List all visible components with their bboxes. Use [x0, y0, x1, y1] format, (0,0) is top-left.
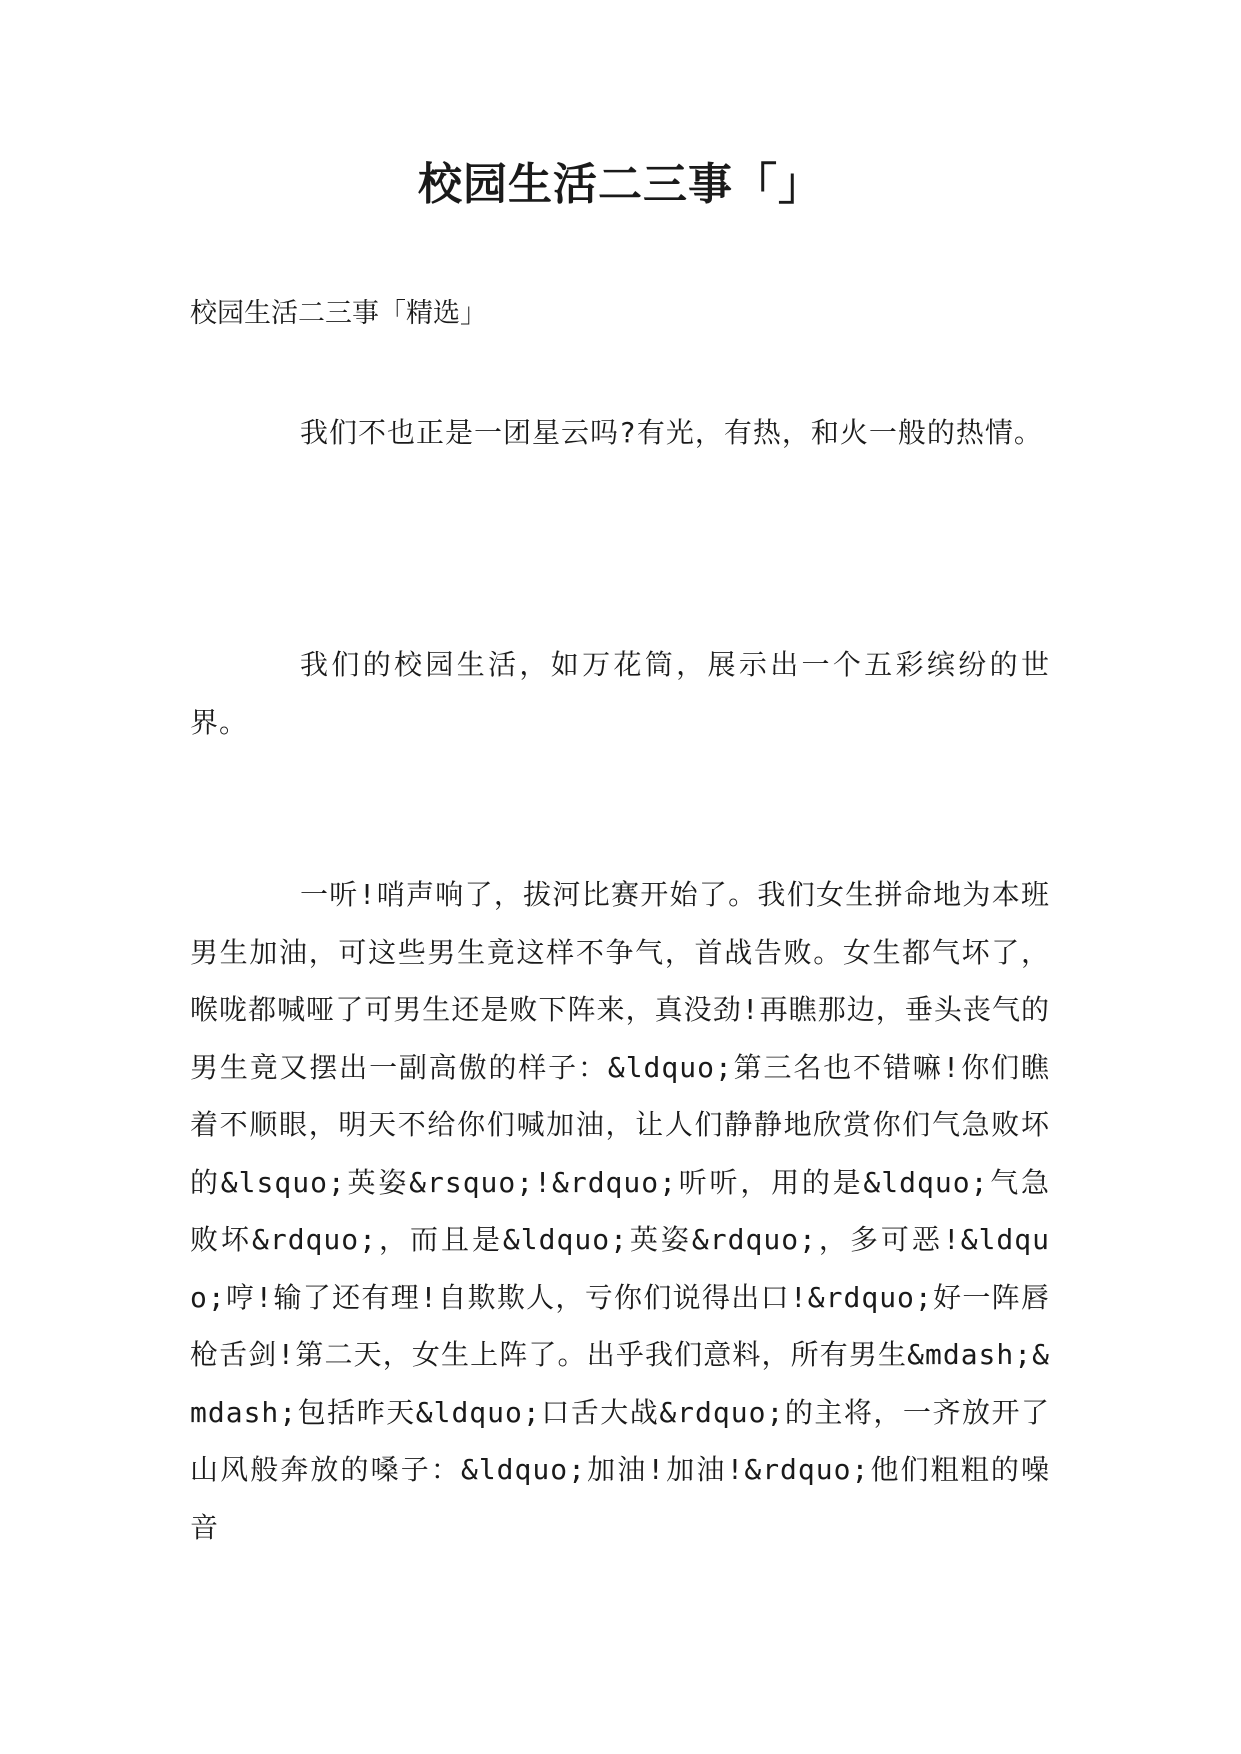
- paragraph-2: 我们的校园生活，如万花筒，展示出一个五彩缤纷的世界。: [190, 648, 1050, 739]
- page-title: 校园生活二三事「」: [418, 159, 823, 210]
- document-subtitle: 校园生活二三事「精选」: [190, 298, 487, 329]
- paragraph-3: 一听!哨声响了，拔河比赛开始了。我们女生拼命地为本班男生加油，可这些男生竟这样不争气，首战告败。女生都气坏了，喉咙都喊哑了可男生还是败下阵来，真没劲!再瞧那边，垂头丧气的男生竟又摆出一副高傲的样子：&ldquo;第三名也不错嘛!你们瞧着不顺眼，明天不给你们喊加油，让人们静静地欣赏你们气急败坏的&lsquo;英姿&rsquo;!&rdquo;听听，用的是&ldquo;气急败坏&rdquo;，而且是&ldquo;英姿&rdquo;，多可恶!&ldquo;哼!输了还有理!自欺欺人，亏你们说得出口!&rdquo;好一阵唇枪舌剑!第二天，女生上阵了。出乎我们意料，所有男生&mdash;&mdash;包括昨天&ldquo;口舌大战&rdquo;的主将，一齐放开了山风般奔放的嗓子：&ldquo;加油!加油!&rdquo;他们粗粗的噪音: [190, 878, 1050, 1544]
- paragraph-1: 我们不也正是一团星云吗?有光，有热，和火一般的热情。: [300, 416, 1043, 449]
